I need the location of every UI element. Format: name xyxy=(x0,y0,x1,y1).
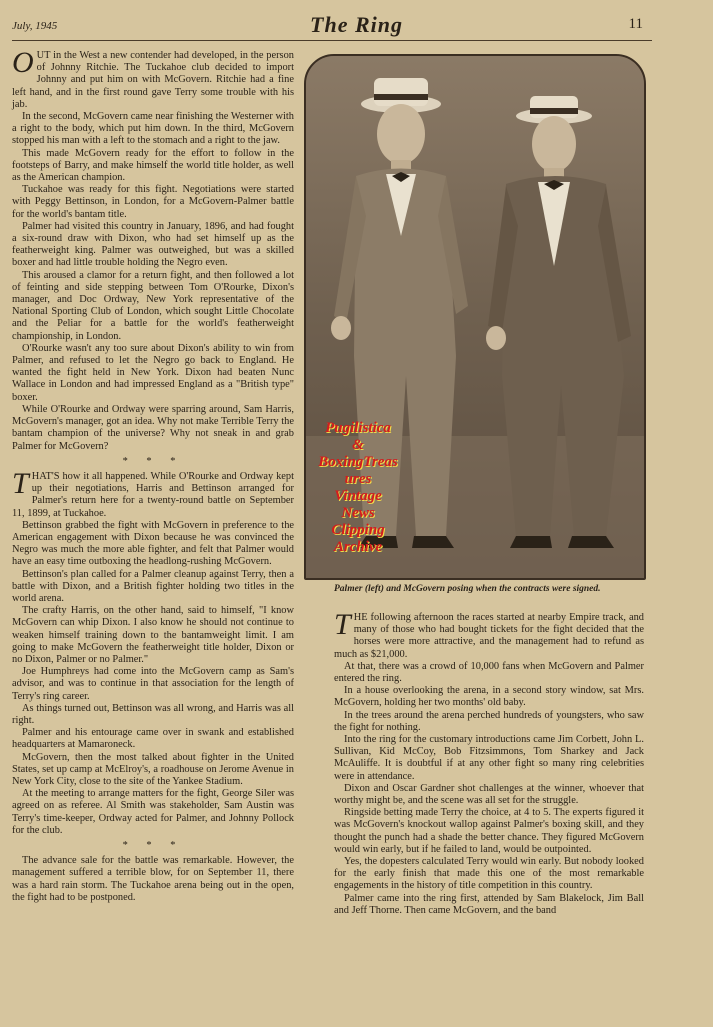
paragraph: This aroused a clamor for a return fight, and then followed a lot of feinting and side stepping between Tom O'Rourke, Dixon's manager, and Doc Ordway, New York representative of the National Sporting Club of London, which sought Little Chocolate and the Peliar for a battle for the world's featherweight championship, in London. xyxy=(12,269,294,342)
paragraph: While O'Rourke and Ordway were sparring around, Sam Harris, McGovern's manager, got an idea. Why not make Terrible Terry the bantam champion of the universe? Why not sneak in and grab Palmer for McGovern? xyxy=(12,403,294,452)
paragraph: Joe Humphreys had come into the McGovern camp as Sam's advisor, and was to continue in that association for the length of Terry's ring career. xyxy=(12,666,294,702)
right-column xyxy=(334,608,644,917)
header-rule xyxy=(12,40,652,41)
archive-watermark: Pugilistica & BoxingTreas ures Vintage News Clipping Archive xyxy=(318,420,398,555)
paragraph: THAT'S how it all happened. While O'Rourke and Ordway kept up their negotiations, Harris and Bettinson arranged for Palmer's return here for a twenty-round battle on September 11, 1899, at Tuckahoe. xyxy=(12,466,294,519)
paragraph: Palmer came into the ring first, attended by Sam Blakelock, Jim Ball and Jeff Thorne. Then came McGovern, and the band xyxy=(334,892,644,916)
paragraph: Yes, the dopesters calculated Terry would win early. But nobody looked for the early finish that made this one of the most remarkable engagements in the history of title competition in this country. xyxy=(334,856,644,892)
drop-cap: T xyxy=(334,608,351,641)
photo-caption: Palmer (left) and McGovern posing when the contracts were signed. xyxy=(334,584,601,594)
paragraph: OUT in the West a new contender had developed, in the person of Johnny Ritchie. The Tuckahoe club decided to import Johnny and put him on with McGovern. Ritchie had a fine left hand, and in the first round gave Terry some trouble with his jab. xyxy=(12,46,294,110)
page-number: 11 xyxy=(628,16,643,32)
paragraph: The advance sale for the battle was remarkable. However, the management suffered a terrible blow, for on September 11, there was a hard rain storm. The Tuckahoe arena being out in the open, the fight had to be postponed. xyxy=(12,855,294,903)
paragraph: Palmer had visited this country in January, 1896, and had fought a six-round draw with Dixon, who had set himself up as the featherweight king. Palmer was outweighed, but was a skilled boxer and had little trouble holding the Negro even. xyxy=(12,220,294,269)
paragraph: As things turned out, Bettinson was all wrong, and Harris was all right. xyxy=(12,702,294,726)
paragraph: McGovern, then the most talked about fighter in the United States, set up camp at McElroy's, a roadhouse on Jerome Avenue in New York City, close to the site of the Yankee Stadium. xyxy=(12,751,294,787)
paragraph: Palmer and his entourage came over in swank and established headquarters at Mamaroneck. xyxy=(12,727,294,751)
paragraph: In the second, McGovern came near finishing the Westerner with a right to the body, which put him down. In the third, McGovern stopped his man with a left to the stomach and a right to the jaw. xyxy=(12,111,294,147)
left-column xyxy=(12,46,294,904)
paragraph: The crafty Harris, on the other hand, said to himself, "I know McGovern can whip Dixon. I also know he should not continue to weaken himself training down to the bantamweight limit. I am going to make McGovern the featherweight title holder, Dixon or no Dixon, Palmer or no Palmer." xyxy=(12,605,294,665)
section-divider: * * * xyxy=(122,840,184,851)
paragraph: Bettinson's plan called for a Palmer cleanup against Terry, then a battle with Dixon, and a British fighter holding two titles in the world arena. xyxy=(12,568,294,604)
paragraph: This made McGovern ready for the effort to follow in the footsteps of Barry, and make himself the world title holder, as well as the American champion. xyxy=(12,147,294,184)
paragraph: THE following afternoon the races started at nearby Empire track, and many of those who had bought tickets for the fight decided that the horses were more attractive, and the management had to refund as much as $21,000. xyxy=(334,608,644,660)
paragraph: At that, there was a crowd of 10,000 fans when McGovern and Palmer entered the ring. xyxy=(334,660,644,685)
paragraph: O'Rourke wasn't any too sure about Dixon's ability to win from Palmer, and refused to let the Negro go back to England. He wanted the fight held in New York. Dixon had beaten Nunc Wallace in London and had impressed England as a "British type" boxer. xyxy=(12,342,294,403)
paragraph: At the meeting to arrange matters for the fight, George Siler was agreed on as referee. Al Smith was stakeholder, Sam Austin was Terry's time-keeper, Ordway acted for Palmer, and Johnny Pollock for the club. xyxy=(12,788,294,836)
section-divider: * * * xyxy=(122,455,184,467)
paragraph: Tuckahoe was ready for this fight. Negotiations were started with Peggy Bettinson, in London, for a McGovern-Palmer battle for the world's bantam title. xyxy=(12,184,294,220)
paragraph: Bettinson grabbed the fight with McGovern in preference to the American engagement with Dixon because he was convinced the Negro was much the more able fighter, and felt that Palmer would have an easy time outboxing the headlong-rushing McGovern. xyxy=(12,519,294,568)
drop-cap: O xyxy=(12,46,34,79)
paragraph: Ringside betting made Terry the choice, at 4 to 5. The experts figured it was McGovern's knockout wallop against Palmer's boxing skill, and they thought the punch had a shade the better chance. They figured McGovern would win early, but if he failed to land, would be outpointed. xyxy=(334,807,644,855)
issue-date: July, 1945 xyxy=(12,20,58,32)
paragraph: Dixon and Oscar Gardner shot challenges at the winner, whoever that worthy might be, and the scene was all set for the struggle. xyxy=(334,782,644,807)
paragraph: In a house overlooking the arena, in a second story window, sat Mrs. McGovern, holding her two months' old baby. xyxy=(334,685,644,709)
paragraph: Into the ring for the customary introductions came Jim Corbett, John L. Sullivan, Kid McCoy, Bob Fitzsimmons, Tom Sharkey and Jack McAuliffe. It is doubtful if at any other fight so many ring celebrities were in attendance. xyxy=(334,734,644,782)
masthead-title: The Ring xyxy=(310,12,403,37)
paragraph: In the trees around the arena perched hundreds of youngsters, who saw the fight for nothing. xyxy=(334,709,644,733)
drop-cap: T xyxy=(12,466,29,500)
